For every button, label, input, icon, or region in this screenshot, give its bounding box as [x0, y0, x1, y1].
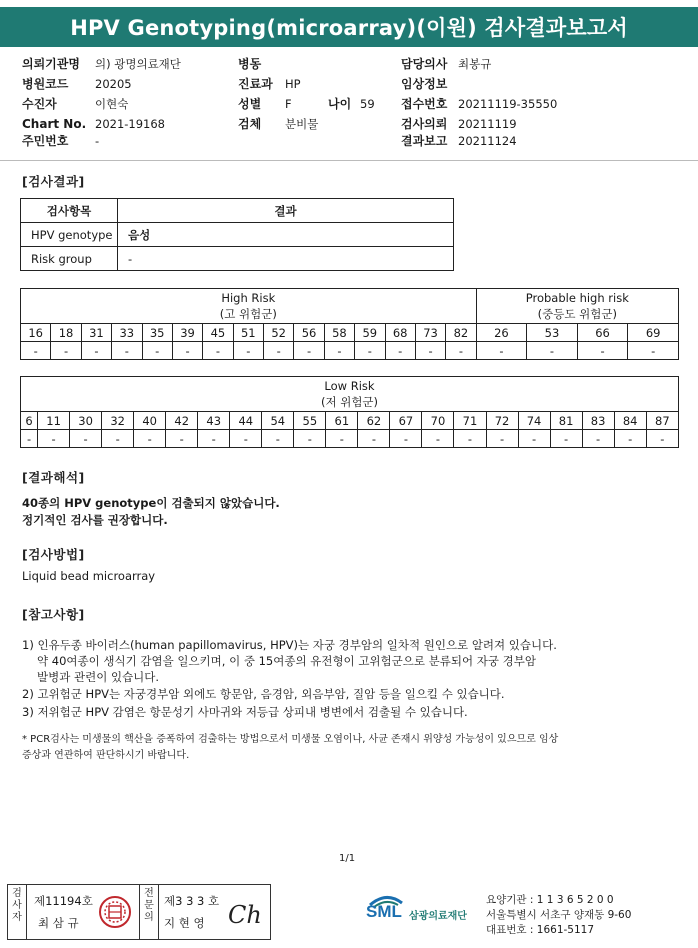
- page-number: 1/1: [339, 853, 356, 864]
- request-date-label: 검사의뢰: [401, 117, 448, 131]
- hpv-result-cell: -: [454, 430, 486, 448]
- hpv-result-cell: -: [134, 430, 166, 448]
- interpretation-heading: [결과해석]: [22, 470, 85, 485]
- high-risk-table: [20, 288, 679, 360]
- result-value: -: [118, 247, 454, 271]
- hpv-type-cell: 11: [38, 412, 70, 430]
- hpv-type-cell: 6: [21, 412, 38, 430]
- hospital-code-label: 병원코드: [22, 77, 69, 91]
- hpv-result-cell: -: [262, 430, 294, 448]
- hpv-result-cell: -: [81, 342, 111, 360]
- examiner-seal-icon: [98, 895, 132, 929]
- results-table: [20, 198, 454, 271]
- note-3: 3) 저위험군 HPV 감염은 항문성기 사마귀와 저등급 상피내 병변에서 검출될 수 있습니다.: [22, 705, 468, 719]
- hpv-type-cell: 61: [326, 412, 358, 430]
- interpretation-line-1: 40종의 HPV genotype이 검출되지 않았습니다.: [22, 496, 280, 510]
- pcr-note-a: * PCR검사는 미생물의 핵산을 증폭하여 검출하는 방법으로서 미생물 오염이나, 사균 존재시 위양성 가능성이 있으므로 임상: [22, 734, 559, 745]
- report-date-value: 20211124: [458, 134, 517, 148]
- hpv-result-cell: -: [38, 430, 70, 448]
- specimen-label: 검체: [238, 117, 262, 131]
- header-divider: [0, 160, 698, 161]
- hpv-result-cell: -: [112, 342, 142, 360]
- low-risk-caption-en: Low Risk: [324, 379, 375, 393]
- hpv-type-cell: 43: [198, 412, 230, 430]
- hpv-result-cell: -: [324, 342, 354, 360]
- institution-label: 의뢰기관명: [22, 57, 80, 71]
- hpv-result-cell: -: [358, 430, 390, 448]
- note-1b: 약 40여종이 생식기 감염을 일으키며, 이 중 15여종의 유전형이 고위험군으로 분류되어 자궁 경부암: [37, 654, 536, 668]
- hpv-result-cell: -: [486, 430, 518, 448]
- low-risk-caption: [21, 377, 679, 412]
- hpv-type-cell: 35: [142, 324, 172, 342]
- specialist-label: 전문의: [139, 885, 159, 939]
- method-heading: [검사방법]: [22, 547, 85, 562]
- high-risk-caption: [21, 289, 477, 324]
- hpv-type-cell: 40: [134, 412, 166, 430]
- report-date-label: 결과보고: [401, 134, 448, 148]
- hpv-type-cell: 45: [203, 324, 233, 342]
- hpv-result-cell: -: [198, 430, 230, 448]
- ward-label: 병동: [238, 57, 262, 71]
- hpv-result-cell: -: [264, 342, 294, 360]
- method-text: Liquid bead microarray: [22, 569, 156, 583]
- sml-logo: [366, 891, 478, 931]
- probable-caption-en: Probable high risk: [525, 291, 629, 305]
- org-address: 서울특별시 서초구 양재동 9-60: [486, 909, 632, 921]
- sex-value: F: [285, 97, 292, 111]
- note-1a: 1) 인유두종 바이러스(human papillomavirus, HPV)는 자궁 경부암의 일차적 원인으로 알려져 있습니다.: [22, 638, 557, 652]
- hpv-result-cell: -: [172, 342, 202, 360]
- hpv-result-cell: -: [527, 342, 578, 360]
- hpv-type-cell: 81: [550, 412, 582, 430]
- pcr-note-b: 증상과 연관하여 판단하시기 바랍니다.: [22, 750, 190, 761]
- result-item: Risk group: [21, 247, 118, 271]
- table-row: [21, 223, 454, 247]
- hpv-type-cell: 51: [233, 324, 263, 342]
- hpv-result-cell: -: [582, 430, 614, 448]
- hpv-type-cell: 66: [577, 324, 628, 342]
- hpv-type-cell: 83: [582, 412, 614, 430]
- specimen-value: 분비물: [285, 117, 319, 131]
- hpv-result-cell: -: [70, 430, 102, 448]
- interpretation-line-2: 정기적인 검사를 권장합니다.: [22, 513, 168, 527]
- examiner-name: 최 삼 규: [38, 916, 79, 930]
- hpv-type-cell: 44: [230, 412, 262, 430]
- sml-logo-text: SML: [366, 902, 402, 921]
- hpv-type-cell: 30: [70, 412, 102, 430]
- specialist-name: 지 현 영: [164, 916, 205, 930]
- hpv-result-cell: -: [142, 342, 172, 360]
- hpv-result-cell: -: [294, 430, 326, 448]
- hpv-type-cell: 52: [264, 324, 294, 342]
- institution-value: 의) 광명의료재단: [95, 57, 181, 71]
- signature-box: [7, 884, 271, 940]
- sex-label: 성별: [238, 97, 262, 111]
- patient-name-value: 이현숙: [95, 97, 129, 111]
- clinical-info-label: 임상정보: [401, 77, 448, 91]
- high-risk-caption-ko: (고 위험군): [219, 307, 277, 321]
- hpv-result-cell: -: [550, 430, 582, 448]
- hpv-type-cell: 84: [614, 412, 646, 430]
- hpv-type-cell: 68: [385, 324, 415, 342]
- hpv-type-cell: 73: [415, 324, 445, 342]
- hpv-result-cell: -: [614, 430, 646, 448]
- org-name: 삼광의료재단: [409, 911, 467, 922]
- low-risk-value-row: [21, 430, 679, 448]
- report-title: HPV Genotyping(microarray)(이원) 검사결과보고서: [0, 7, 698, 47]
- hpv-type-cell: 69: [628, 324, 679, 342]
- low-risk-type-row: [21, 412, 679, 430]
- note-2: 2) 고위험군 HPV는 자궁경부암 외에도 항문암, 음경암, 외음부암, 질암 등을 일으킬 수 있습니다.: [22, 687, 505, 701]
- hpv-result-cell: -: [446, 342, 476, 360]
- hpv-type-cell: 31: [81, 324, 111, 342]
- hpv-type-cell: 32: [102, 412, 134, 430]
- hpv-result-cell: -: [646, 430, 678, 448]
- probable-caption-ko: (중등도 위험군): [537, 307, 617, 321]
- hpv-type-cell: 54: [262, 412, 294, 430]
- hpv-type-cell: 39: [172, 324, 202, 342]
- org-phone: 대표번호 : 1661-5117: [486, 924, 595, 936]
- resident-no-label: 주민번호: [22, 134, 69, 148]
- hpv-type-cell: 70: [422, 412, 454, 430]
- hpv-result-cell: -: [294, 342, 324, 360]
- hpv-type-cell: 87: [646, 412, 678, 430]
- receipt-no-value: 20211119-35550: [458, 97, 558, 111]
- chart-no-value: 2021-19168: [95, 117, 165, 131]
- hpv-result-cell: -: [326, 430, 358, 448]
- chart-no-label: Chart No.: [22, 117, 87, 131]
- probable-high-risk-caption: [476, 289, 678, 324]
- hpv-result-cell: -: [21, 430, 38, 448]
- patient-name-label: 수진자: [22, 97, 57, 111]
- hpv-result-cell: -: [355, 342, 385, 360]
- department-value: HP: [285, 77, 301, 91]
- hpv-result-cell: -: [390, 430, 422, 448]
- hpv-result-cell: -: [233, 342, 263, 360]
- note-1c: 발병과 관련이 있습니다.: [37, 670, 160, 684]
- hpv-result-cell: -: [102, 430, 134, 448]
- hpv-type-cell: 59: [355, 324, 385, 342]
- examiner-license-no: 제11194호: [34, 894, 93, 908]
- hpv-type-cell: 55: [294, 412, 326, 430]
- hpv-type-cell: 26: [476, 324, 527, 342]
- high-risk-value-row: [21, 342, 679, 360]
- hpv-type-cell: 67: [390, 412, 422, 430]
- hpv-result-cell: -: [628, 342, 679, 360]
- org-code: 요양기관 : 1 1 3 6 5 2 0 0: [486, 894, 614, 906]
- examiner-label: 검사자: [8, 885, 27, 939]
- hpv-result-cell: -: [230, 430, 262, 448]
- hpv-type-cell: 56: [294, 324, 324, 342]
- age-value: 59: [360, 97, 375, 111]
- department-label: 진료과: [238, 77, 273, 91]
- hpv-result-cell: -: [422, 430, 454, 448]
- low-risk-table: [20, 376, 679, 448]
- hpv-type-cell: 82: [446, 324, 476, 342]
- results-heading: [검사결과]: [22, 174, 85, 189]
- hpv-result-cell: -: [51, 342, 81, 360]
- high-risk-type-row: [21, 324, 679, 342]
- hpv-type-cell: 16: [21, 324, 51, 342]
- hpv-type-cell: 71: [454, 412, 486, 430]
- hpv-result-cell: -: [476, 342, 527, 360]
- hpv-result-cell: -: [518, 430, 550, 448]
- hpv-type-cell: 42: [166, 412, 198, 430]
- notes-heading: [참고사항]: [22, 607, 85, 622]
- hpv-result-cell: -: [203, 342, 233, 360]
- hpv-result-cell: -: [21, 342, 51, 360]
- age-label: 나이: [328, 97, 352, 111]
- col-result-header: 결과: [118, 199, 454, 223]
- receipt-no-label: 접수번호: [401, 97, 448, 111]
- low-risk-caption-ko: (저 위험군): [320, 395, 379, 409]
- table-row: [21, 247, 454, 271]
- hpv-type-cell: 62: [358, 412, 390, 430]
- hpv-result-cell: -: [577, 342, 628, 360]
- hpv-type-cell: 53: [527, 324, 578, 342]
- result-item: HPV genotype: [21, 223, 118, 247]
- request-date-value: 20211119: [458, 117, 517, 131]
- hpv-type-cell: 58: [324, 324, 354, 342]
- hpv-type-cell: 74: [518, 412, 550, 430]
- specialist-signature: Ch: [228, 901, 262, 929]
- hpv-result-cell: -: [166, 430, 198, 448]
- hospital-code-value: 20205: [95, 77, 132, 91]
- doctor-label: 담당의사: [401, 57, 448, 71]
- hpv-type-cell: 33: [112, 324, 142, 342]
- hpv-type-cell: 72: [486, 412, 518, 430]
- col-item-header: 검사항목: [21, 199, 118, 223]
- hpv-result-cell: -: [415, 342, 445, 360]
- resident-no-value: -: [95, 134, 100, 148]
- result-value: 음성: [118, 223, 454, 247]
- specialist-license-no: 제3 3 3 호: [164, 894, 220, 908]
- high-risk-caption-en: High Risk: [221, 291, 276, 305]
- hpv-type-cell: 18: [51, 324, 81, 342]
- hpv-result-cell: -: [385, 342, 415, 360]
- doctor-value: 최봉규: [458, 57, 492, 71]
